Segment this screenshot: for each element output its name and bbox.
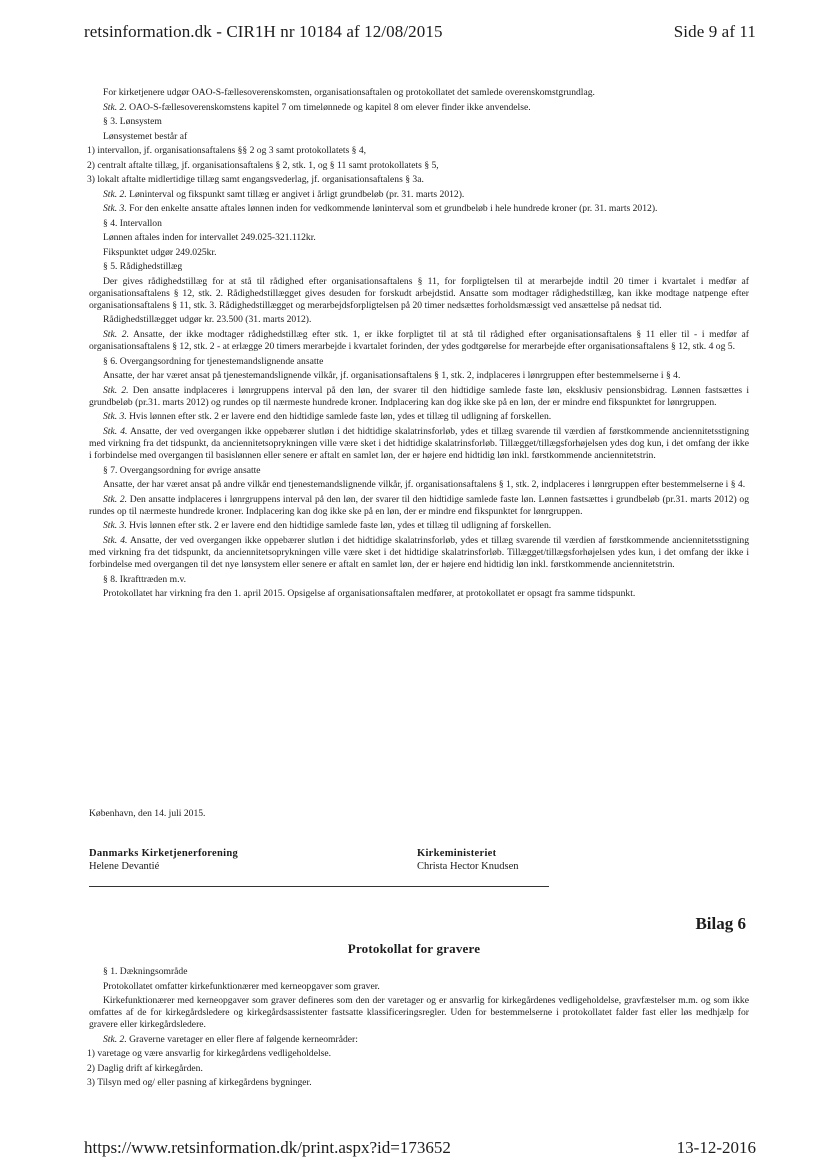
stk-label: Stk. 4. (103, 534, 128, 546)
stk-label: Stk. 3. (103, 520, 127, 532)
paragraph (89, 232, 749, 244)
stk-label: Stk. 2. (103, 101, 127, 113)
stk-label: Stk. 2. (103, 188, 127, 200)
section-heading (89, 116, 749, 128)
stk-label: Stk. 3. (103, 203, 127, 214)
list-item (87, 160, 749, 172)
paragraph-text: Hvis lønnen efter stk. 2 er lavere end den hidtidige samlede faste løn, ydes et tillæg til udligning af forskellen. (126, 411, 552, 423)
paragraph (89, 189, 749, 201)
paragraph-text: Ansatte, der ved overgangen ikke oppebærer slutløn i det hidtidige skalatrinsforløb, ydes et tillæg svarende til værdien af førstkommende anciennitetsstigning med virkning fra det tidspunkt, da anciennitetsoprykningen ville være sket i det hidtidige skalatrinsforløb. Tillægget/tillægsforhøjelsen ydes dog kun, i det omfang der ikke i forbindelse med overgangen til basislønnen eller senere er aftalt en samlet løn, der er højere end hidtidig løn inkl. førstkommende anciennitetstrin. (89, 425, 749, 462)
paragraph (89, 102, 749, 114)
paragraph (89, 520, 749, 532)
signature-left (89, 848, 238, 873)
paragraph-text: § 3. Lønsystem (103, 116, 162, 127)
signature-right-org: Kirkeministeriet (417, 848, 497, 859)
list-item (87, 174, 749, 186)
paragraph (89, 426, 749, 463)
paragraph (89, 1034, 749, 1046)
paragraph-text: § 4. Intervallon (103, 217, 162, 229)
section-heading (89, 261, 749, 273)
paragraph-text: Den ansatte indplaceres i lønrgruppens interval på den løn, der svarer til den hidtidige samlede faste løn, eksklusiv pensionsbidrag. Lønnen fastsættes i grundbeløb (pr.31. marts 2012) og rundes op til nærmeste hundrede kroner. Indplacering kan dog ikke ske på en løn, der er mindre end fikspunktet for lønrgruppen. (89, 384, 749, 408)
list-item (87, 145, 749, 157)
paragraph (89, 370, 749, 382)
paragraph-text: § 5. Rådighedstillæg (103, 261, 183, 272)
paragraph (89, 87, 749, 99)
list-item (87, 1063, 749, 1075)
protocol-body (89, 966, 749, 1092)
paragraph (89, 981, 749, 993)
paragraph-text: Ansatte, der har været ansat på andre vilkår end tjenestemandslignende vilkår, jf. organisationsaftalens § 1, stk. 2, indplaceres i lønrgruppen efter bestemmelserne i § 4. (103, 479, 746, 491)
appendix-label: Bilag 6 (695, 914, 746, 933)
stk-label: Stk. 2. (103, 384, 129, 396)
stk-label: Stk. 2. (103, 1033, 127, 1045)
signature-divider (89, 886, 549, 887)
paragraph-text: 2) centralt aftalte tillæg, jf. organisationsaftalens § 2, stk. 1, og § 11 samt protokollatets § 5, (87, 159, 439, 171)
stk-label: Stk. 2. (103, 493, 128, 505)
section-heading (89, 465, 749, 477)
paragraph (89, 479, 749, 491)
paragraph-text: Hvis lønnen efter stk. 2 er lavere end den hidtidige samlede faste løn, ydes et tillæg til udligning af forskellen. (126, 520, 552, 532)
paragraph (89, 276, 749, 313)
footer-url: https://www.retsinformation.dk/print.aspx?id=173652 (84, 1138, 451, 1157)
paragraph-text: Protokollatet omfatter kirkefunktionærer med kerneopgaver som graver. (103, 980, 380, 992)
paragraph-text: Ansatte, der ikke modtager rådighedstillæg efter stk. 1, er ikke forpligtet til at stå til rådighed efter organisationsaftalens § 11 eller til - i medfør af organisationsaftalens § 12, stk. 2 - at erlægge 20 timers merarbejde i kvartalet forinden, der ydes godtgørelse for merarbejde efter organisationsaftalens § 12, stk. 4 og 5. (89, 328, 749, 353)
paragraph-text: Graverne varetager en eller flere af følgende kerneområder: (126, 1033, 358, 1045)
footer-date: 13-12-2016 (676, 1138, 756, 1157)
paragraph (89, 385, 749, 409)
paragraph-text: 2) Daglig drift af kirkegården. (87, 1062, 203, 1074)
stk-label: Stk. 3. (103, 411, 127, 423)
section-heading (89, 356, 749, 368)
signature-right (417, 848, 518, 873)
signature-left-name: Helene Devantié (89, 860, 160, 872)
paragraph-text: § 8. Ikrafttræden m.v. (103, 573, 187, 585)
stk-label: Stk. 2. (103, 328, 129, 340)
paragraph-text: Fikspunktet udgør 249.025kr. (103, 246, 217, 258)
list-item (87, 1077, 749, 1089)
signature-right-name: Christa Hector Knudsen (417, 860, 519, 872)
section-heading (89, 218, 749, 230)
paragraph-text: 3) Tilsyn med og/ eller pasning af kirkegårdens bygninger. (87, 1077, 312, 1089)
paragraph-text: Løninterval og fikspunkt samt tillæg er angivet i årligt grundbeløb (pr. 31. marts 2012). (126, 188, 465, 200)
paragraph (89, 314, 749, 326)
paragraph-text: Lønsystemet består af (103, 130, 188, 142)
paragraph-text: Lønnen aftales inden for intervallet 249.025-321.112kr. (103, 232, 316, 243)
paragraph-text: 3) lokalt aftalte midlertidige tillæg samt engangsvederlag, jf. organisationsaftalens § 3a. (87, 174, 424, 185)
paragraph (89, 494, 749, 518)
section-heading (89, 966, 749, 978)
document-body (89, 87, 749, 603)
paragraph-text: Protokollatet har virkning fra den 1. april 2015. Opsigelse af organisationsaftalen medfører, at protokollatet er opsagt fra samme tidspunkt. (103, 588, 636, 600)
signature-left-org: Danmarks Kirketjenerforening (89, 848, 239, 859)
paragraph-text: § 6. Overgangsordning for tjenestemandslignende ansatte (103, 355, 324, 367)
paragraph (89, 247, 749, 259)
paragraph-text: § 7. Overgangsordning for øvrige ansatte (103, 464, 261, 476)
paragraph-text: For kirketjenere udgør OAO-S-fællesoverenskomsten, organisationsaftalen og protokollatet det samlede overenskomstgrundlag. (103, 87, 595, 98)
paragraph-text: Ansatte, der har været ansat på tjenestemandslignende vilkår, jf. organisationsaftalens § 1, stk. 2, indplaceres i lønrgruppen efter bestemmelserne i § 4. (103, 370, 681, 382)
page-number: Side 9 af 11 (673, 22, 756, 41)
paragraph (89, 411, 749, 423)
paragraph-text: Ansatte, der ved overgangen ikke oppebærer slutløn i det hidtidige skalatrinsforløb, ydes et tillæg svarende til værdien af førstkommende anciennitetsstigning med virkning fra det tidspunkt, da anciennitetsoprykningen ville være sket i det hidtidige skalatrinsforløb. Tillægget/tillægsforhøjelsen ydes kun, i det omfang der ikke i forbindelse med overgangen til det nye lønsystem eller senere er aftalt en samlet løn, der er højere end hidtidig løn inkl. førstkommende anciennitetstrin. (89, 534, 749, 571)
paragraph-text: 1) intervallon, jf. organisationsaftalens §§ 2 og 3 samt protokollatets § 4, (87, 145, 367, 156)
section-heading (89, 574, 749, 586)
paragraph-text: Kirkefunktionærer med kerneopgaver som graver defineres som den der varetager og er ansvarlig for kirkegårdenes vedligeholdelse, gravfæstelser m.m. og som ikke omfattes af de for kirkegårdsledere og kirkegårdsassistenter fastsatte klassificeringsregler. Uden for bestemmelserne i protokollatet falder fast eller løs medhjælp for gravere eller kirkegårdsledere. (89, 995, 749, 1031)
paragraph (89, 995, 749, 1032)
paragraph (89, 588, 749, 600)
paragraph (89, 131, 749, 143)
paragraph (89, 329, 749, 353)
protocol-title: Protokollat for gravere (347, 941, 481, 956)
stk-label: Stk. 4. (103, 425, 128, 437)
header-title: retsinformation.dk - CIR1H nr 10184 af 12/08/2015 (84, 22, 443, 41)
paragraph-text: 1) varetage og være ansvarlig for kirkegårdens vedligeholdelse. (87, 1048, 332, 1060)
paragraph-text: Den ansatte indplaceres i lønrgruppens interval på den løn, der svarer til den hidtidige samlede faste løn. Lønnen fastsættes i grundbeløb (pr.31. marts 2012) og rundes op til nærmeste hundrede kroner. Indplacering kan dog ikke ske på en løn, der er mindre end fikspunktet for lønrgruppen. (89, 493, 749, 517)
paragraph-text: Rådighedstillægget udgør kr. 23.500 (31. marts 2012). (103, 314, 312, 326)
place-date: København, den 14. juli 2015. (89, 808, 206, 819)
list-item (87, 1048, 749, 1060)
paragraph-text: For den enkelte ansatte aftales lønnen inden for vedkommende løninterval som et grundbeløb i hele hundrede kroner (pr. 31. marts 2012). (126, 203, 658, 214)
paragraph (89, 535, 749, 572)
paragraph-text: OAO-S-fællesoverenskomstens kapitel 7 om timelønnede og kapitel 8 om elever finder ikke anvendelse. (126, 101, 531, 113)
paragraph-text: § 1. Dækningsområde (103, 966, 188, 977)
paragraph (89, 203, 749, 215)
paragraph-text: Der gives rådighedstillæg for at stå til rådighed efter organisationsaftalens § 11, for forpligtelsen til at merarbejde indtil 20 timer i kvartalet i medfør af organisationsaftalens § 12, stk. 2. Rådighedstillægget gives desuden for forskudt arbejdstid. Ansatte som modtager rådighedstillæg, kan ikke modtage natpenge efter organisationsaftalens § 11, stk. 3. Rådighedstillægget og merarbejdsforpligtelsen på 20 timer nedsættes forholdsmæssigt ved ansættelse på nedsat tid. (89, 275, 749, 311)
